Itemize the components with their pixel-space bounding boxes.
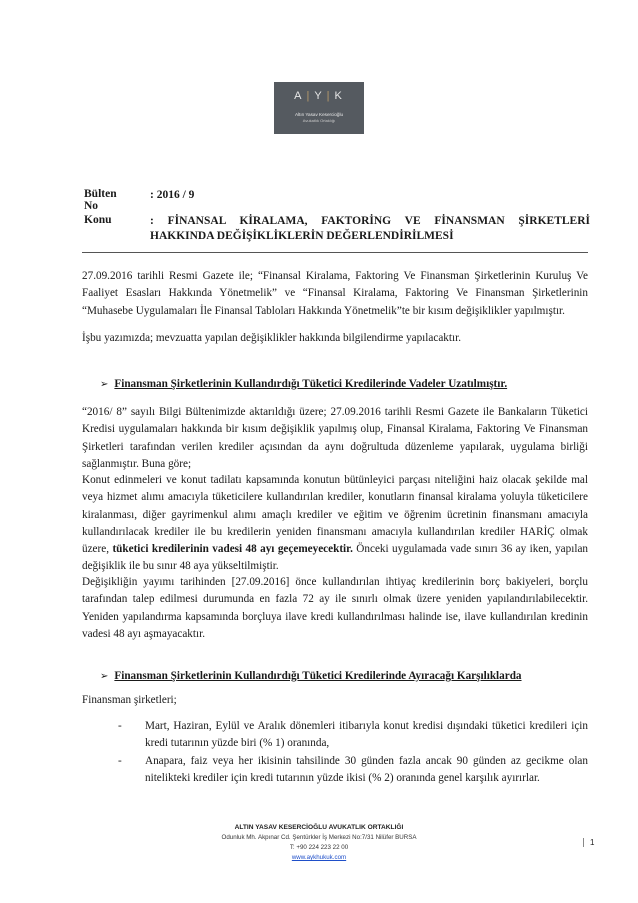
logo-letter-a: A [294, 90, 304, 102]
footer-phone: T: +90 224 223 22 00 [289, 844, 349, 851]
list-item-text: Anapara, faiz veya her ikisinin tahsilinde 30 günden fazla ancak 90 günden az gecikme olan nitelikteki krediler için kredi tutarının yüzde ikisi (% 2) oranında genel karşılık ayırırlar. [145, 755, 588, 785]
section2-heading [100, 670, 580, 682]
section1-paragraph-1: “2016/ 8” sayılı Bilgi Bültenimizde aktarıldığı üzere; 27.09.2016 tarihli Resmi Gazete ile Bankaların Tüketici Kredisi uygulamaları hakkında bir kısım değişiklik yapılmış olup, Finansal Kiralama, Faktoring Ve Finansman Şirketleri tarafından verilen krediler açısından da aynı doğrultuda düzenleme yapılarak, uygulama birliği sağlanmıştır. Buna göre; [82, 406, 588, 470]
logo-subtitle: Avukatlık Ortaklığı [302, 118, 336, 123]
section1-paragraph-2-end: Önceki uygulamada vade sınırı 36 ay iken, yapılan değişiklik ile bu sınır 48 aya yükseltilmiştir. [82, 543, 588, 573]
list-dash: - [118, 720, 122, 732]
section1-paragraph-3: Değişikliğin yayımı tarihinden [27.09.2016] önce kullandırılan ihtiyaç kredilerinin borç bakiyeleri, borçlu tarafından talep edilmesi durumunda en fazla 72 ay ile sınırlı olmak üzere yeniden yapılandırılabilecektir. Yeniden yapılandırma kapsamında borçluya ilave kredi kullandırılması halinde ise, ilave kullandırılan kredinin vadesi 48 ayı aşmayacaktır. [82, 576, 588, 640]
section1-paragraph-2-emphasis: tüketici kredilerinin vadesi 48 ayı geçemeyecektir. [112, 543, 353, 556]
list-dash: - [118, 755, 122, 767]
footer-firm-name: ALTIN YASAV KESERCİOĞLU AVUKATLIK ORTAKLIĞI [234, 824, 404, 831]
bulletin-number-value: : 2016 / 9 [150, 189, 195, 201]
logo-mark: A | Y | K [294, 90, 344, 102]
logo-letter-y: Y [314, 90, 324, 102]
section1-heading [100, 378, 580, 390]
header-divider [82, 252, 588, 253]
list-item-text: Mart, Haziran, Eylül ve Aralık dönemleri itibarıyla konut kredisi dışındaki tüketici kredileri için kredi tutarının yüzde biri (% 1) oranında, [145, 720, 588, 750]
firm-logo [274, 82, 364, 134]
section1-heading-text: Finansman Şirketlerinin Kullandırdığı Tüketici Kredilerinde Vadeler Uzatılmıştır. [114, 378, 508, 390]
footer-website-link[interactable]: www.aykhukuk.com [291, 854, 347, 861]
section2-intro: Finansman şirketleri; [82, 694, 177, 706]
logo-letter-k: K [334, 90, 344, 102]
page-footer [150, 822, 488, 863]
bulletin-number-label: Bülten No [84, 188, 117, 212]
page-number: 1 [583, 838, 594, 847]
intro-paragraph-1: 27.09.2016 tarihli Resmi Gazete ile; “Finansal Kiralama, Faktoring Ve Finansman Şirketlerinin Kuruluş Ve Faaliyet Esasları Hakkında Yönetmelik” ve “Finansal Kiralama, Faktoring Ve Finansman Şirketlerinin “Muhasebe Uygulamaları İle Finansal Tabloları Hakkında Yönetmelik”te bir kısım değişiklikler yapılmıştır. [82, 270, 588, 317]
intro-paragraph-2: İşbu yazımızda; mevzuatta yapılan değişiklikler hakkında bilgilendirme yapılacaktır. [82, 332, 462, 344]
subject-label: Konu [84, 214, 112, 226]
section2-heading-text: Finansman Şirketlerinin Kullandırdığı Tüketici Kredilerinde Ayıracağı Karşılıklarda [114, 670, 522, 682]
arrow-bullet-icon: ➢ [100, 378, 109, 390]
footer-address: Odunluk Mh. Akpınar Cd. Şentürkler İş Merkezi No:7/31 Nilüfer BURSA [221, 834, 417, 841]
section1-paragraph-2-start: Konut edinmeleri ve konut tadilatı kapsamında konutun bütünleyici parçası niteliğini haiz olacak şekilde mal veya hizmet alımı amacıyla tüketicilere kullandırılan krediler, konutların finansal kiralama yoluyla tüketicilere kiralanması, diğer gayrimenkul alımı amaçlı krediler ve eğitim ve öğrenim ücretinin finansmanı amacıyla kullandırılacak krediler ile bu kredilerin yeniden finansmanı amacıyla kullandırılan krediler HARİÇ olmak üzere, [82, 474, 588, 556]
arrow-bullet-icon: ➢ [100, 670, 109, 682]
logo-firm-name: Altın Yasav Keserci​oğlu [294, 112, 344, 117]
subject-value: : FİNANSAL KİRALAMA, FAKTORİNG VE FİNANSMAN ŞİRKETLERİ HAKKINDA DEĞİŞİKLİKLERİN DEĞERLENDİRİLMESİ [150, 215, 590, 242]
section1-paragraph-2 [82, 472, 588, 576]
